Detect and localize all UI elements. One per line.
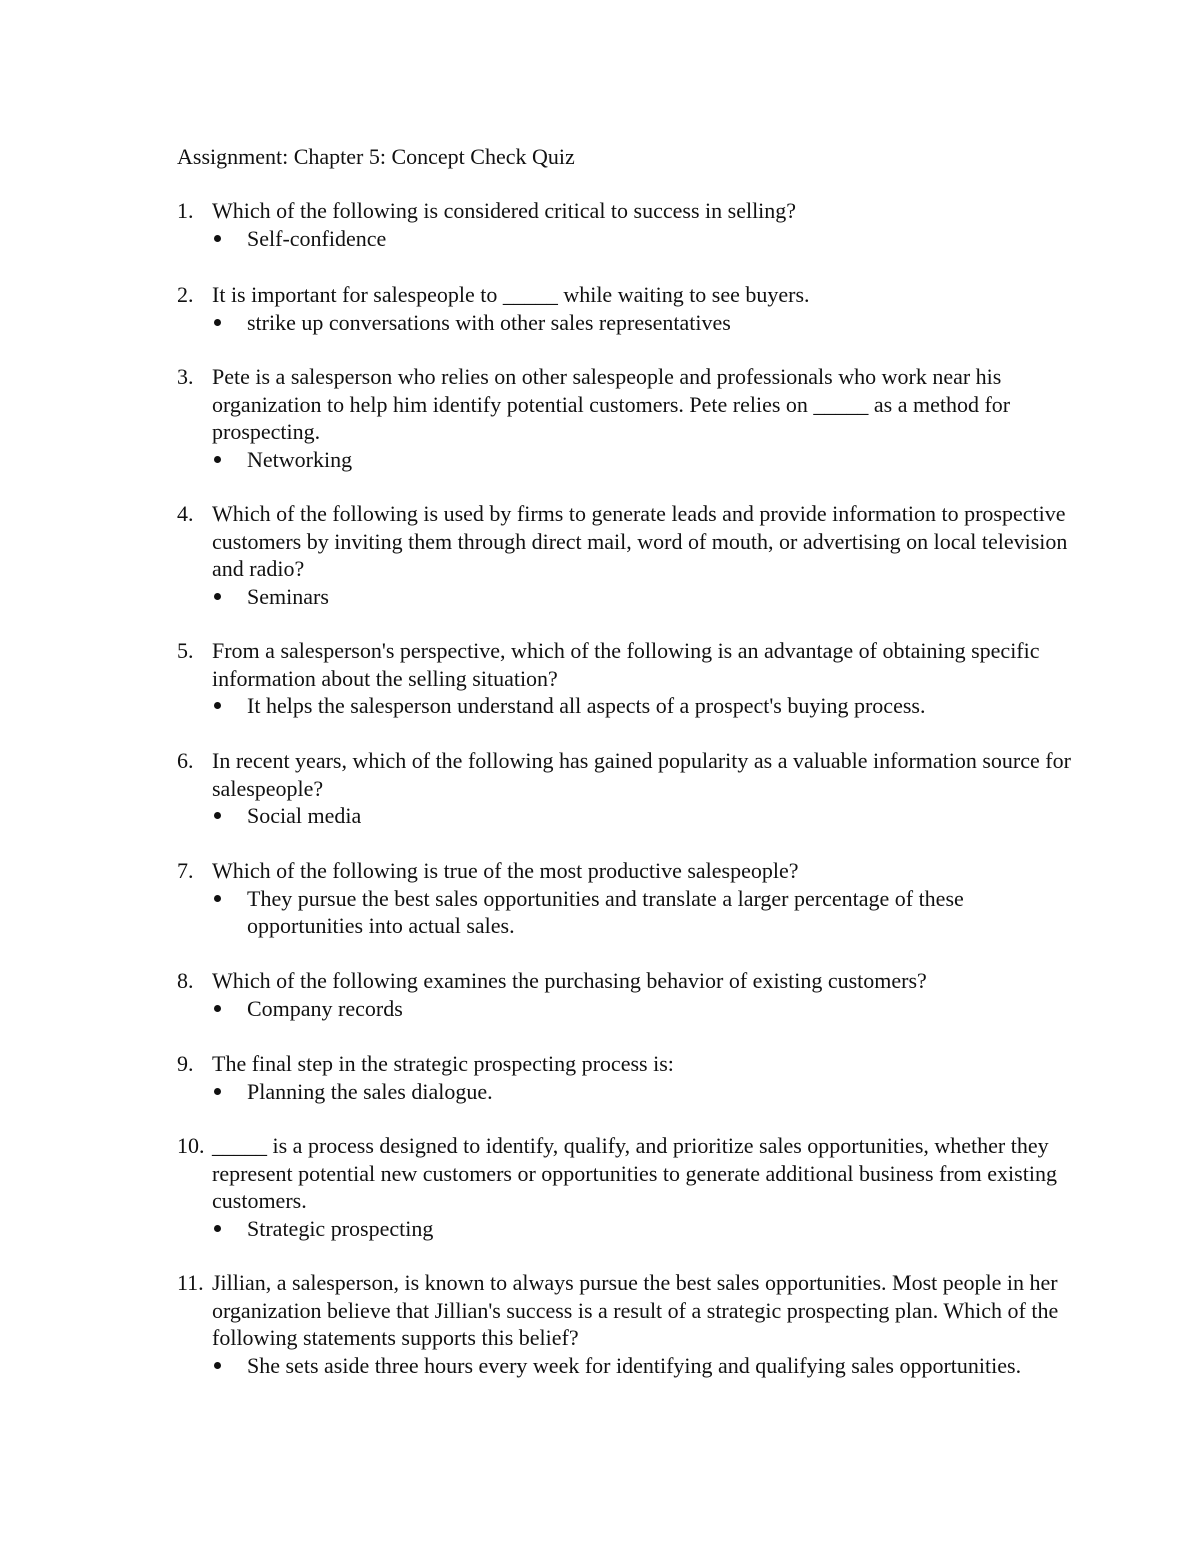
question-text: In recent years, which of the following has gained popularity as a valuable information source for salespeople?: [212, 748, 1071, 801]
question-number: 10.: [177, 1133, 205, 1158]
answer-text: Self-confidence: [247, 225, 387, 251]
question-number: 3.: [177, 364, 194, 389]
question-number: 2.: [177, 282, 194, 307]
answer-text: Seminars: [247, 583, 329, 609]
question-text: The final step in the strategic prospecting process is:: [212, 1051, 674, 1076]
question-text: Which of the following is true of the most productive salespeople?: [212, 858, 799, 883]
bullet-icon: [212, 1352, 247, 1380]
question-number: 7.: [177, 858, 194, 883]
bullet-icon: [212, 1215, 247, 1243]
answer-text: Company records: [247, 995, 403, 1021]
bullet-icon: [212, 309, 247, 337]
answer-text: It helps the salesperson understand all aspects of a prospect's buying process.: [247, 693, 926, 718]
question-text: Pete is a salesperson who relies on other salespeople and professionals who work near his organization to help him identify potential customers. Pete relies on _____ as a method for prospecting.: [212, 364, 1011, 444]
question-item: [177, 747, 1077, 830]
bullet-icon: [212, 583, 247, 611]
question-text: It is important for salespeople to _____ while waiting to see buyers.: [212, 282, 810, 307]
question-item: [177, 1050, 1077, 1105]
answer-text: strike up conversations with other sales representatives: [247, 309, 731, 335]
question-item: [177, 1269, 1077, 1379]
question-text: Which of the following is used by firms to generate leads and provide information to prospective customers by inviting them through direct mail, word of mouth, or advertising on local television and radio?: [212, 501, 1068, 581]
bullet-icon: [212, 802, 247, 830]
question-number: 8.: [177, 968, 194, 993]
question-item: [177, 500, 1077, 610]
bullet-icon: [212, 885, 247, 940]
page-title: Assignment: Chapter 5: Concept Check Quiz: [177, 144, 575, 169]
question-text: Which of the following examines the purchasing behavior of existing customers?: [212, 968, 927, 993]
question-number: 6.: [177, 748, 194, 773]
answer-text: They pursue the best sales opportunities and translate a larger percentage of these opportunities into actual sales.: [247, 885, 964, 938]
answer-text: Planning the sales dialogue.: [247, 1078, 493, 1104]
question-number: 5.: [177, 638, 194, 663]
bullet-icon: [212, 225, 247, 253]
bullet-icon: [212, 692, 247, 720]
bullet-icon: [212, 995, 247, 1023]
bullet-icon: [212, 446, 247, 474]
question-item: [177, 1132, 1077, 1242]
question-text: Which of the following is considered critical to success in selling?: [212, 198, 797, 223]
bullet-icon: [212, 1078, 247, 1106]
question-number: 1.: [177, 198, 194, 223]
question-item: [177, 363, 1077, 473]
question-item: [177, 967, 1077, 1022]
question-text: Jillian, a salesperson, is known to always pursue the best sales opportunities. Most people in her organization believe that Jillian's success is a result of a strategic prospecting plan. Which of the following statements supports this belief?: [212, 1270, 1059, 1350]
answer-text: Networking: [247, 446, 353, 472]
question-item: [177, 637, 1077, 720]
question-item: [177, 281, 1077, 336]
answer-text: Strategic prospecting: [247, 1215, 434, 1241]
question-number: 4.: [177, 501, 194, 526]
question-text: From a salesperson's perspective, which of the following is an advantage of obtaining specific information about the selling situation?: [212, 638, 1040, 691]
question-text: _____ is a process designed to identify, qualify, and prioritize sales opportunities, whether they represent potential new customers or opportunities to generate additional business from existing customers.: [212, 1133, 1057, 1213]
question-item: [177, 857, 1077, 940]
answer-text: Social media: [247, 803, 362, 828]
question-number: 9.: [177, 1051, 194, 1076]
question-item: [177, 197, 1077, 252]
answer-text: She sets aside three hours every week for identifying and qualifying sales opportunities.: [247, 1352, 1022, 1378]
question-number: 11.: [177, 1270, 204, 1295]
